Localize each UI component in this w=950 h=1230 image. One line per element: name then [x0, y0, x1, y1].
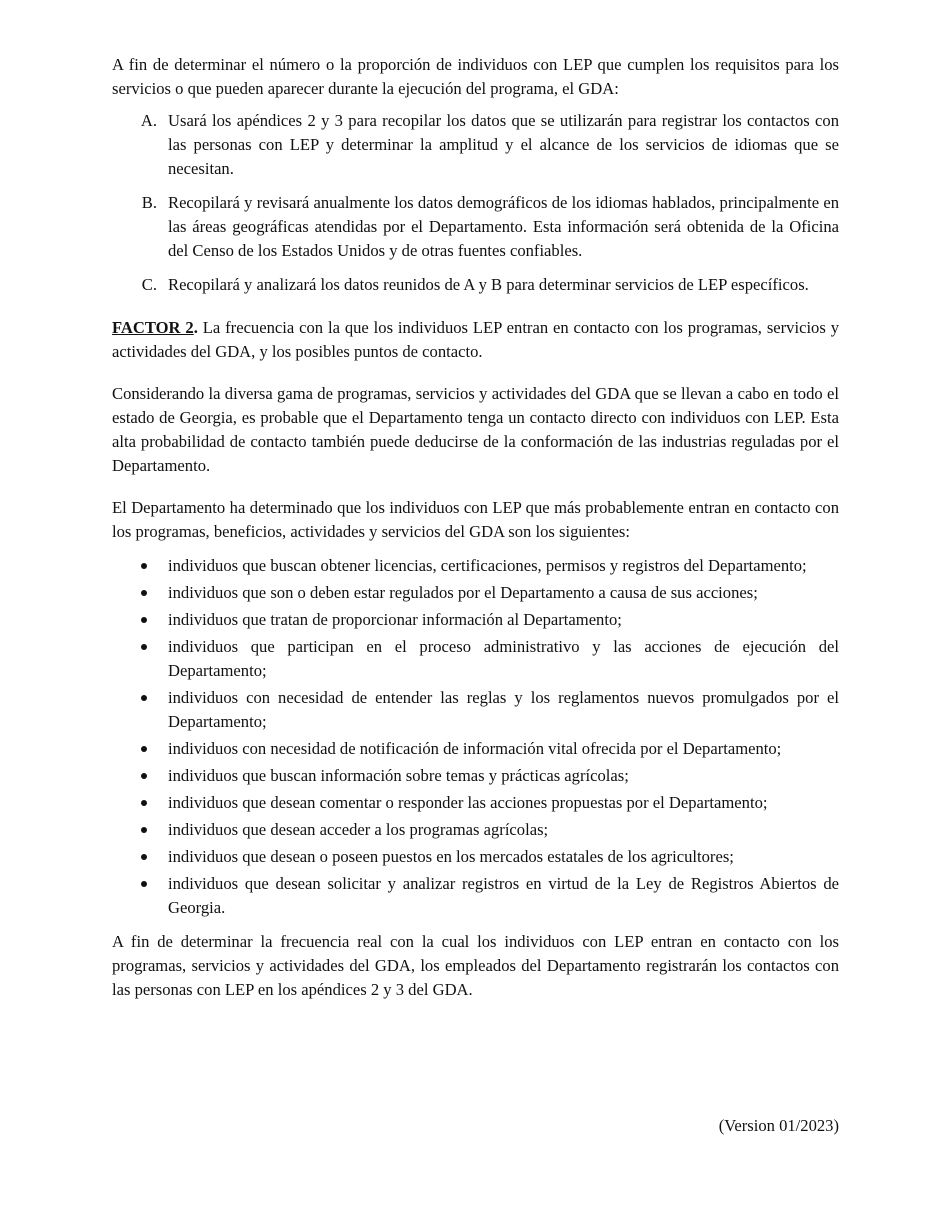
bullet-dot-icon — [112, 686, 168, 734]
version-footer: (Version 01/2023) — [718, 1116, 839, 1135]
bullet-dot-icon — [112, 818, 168, 842]
step-text: Usará los apéndices 2 y 3 para recopilar los datos que se utilizarán para registrar los contactos con las personas con LEP y determinar la amplitud y el alcance de los servicios de idiomas que se necesitan. — [168, 111, 839, 178]
bullet-item: individuos que buscan obtener licencias, certificaciones, permisos y registros del Departamento; — [112, 554, 839, 578]
bullet-dot-icon — [112, 845, 168, 869]
bullet-item: individuos que desean o poseen puestos en los mercados estatales de los agricultores; — [112, 845, 839, 869]
bullet-item: individuos que desean solicitar y analizar registros en virtud de la Ley de Registros Abiertos de Georgia. — [112, 872, 839, 920]
step-marker: B. — [141, 193, 157, 212]
bullet-dot-icon — [112, 791, 168, 815]
step-marker: C. — [141, 275, 157, 294]
steps-list — [112, 109, 839, 297]
bullet-dot-icon — [112, 872, 168, 920]
step-item — [112, 191, 839, 263]
bullet-dot-icon — [112, 635, 168, 683]
bullet-item: individuos que son o deben estar regulados por el Departamento a causa de sus acciones; — [112, 581, 839, 605]
factor-2-text: La frecuencia con la que los individuos LEP entran en contacto con los programas, servicios y actividades del GDA, y los posibles puntos de contacto. — [112, 318, 839, 361]
step-item — [112, 273, 839, 297]
bullet-item: individuos que desean acceder a los programas agrícolas; — [112, 818, 839, 842]
factor-2-paragraph — [112, 316, 839, 364]
step-item — [112, 109, 839, 181]
step-marker: A. — [140, 111, 157, 130]
bullet-item: individuos con necesidad de entender las reglas y los reglamentos nuevos promulgados por el Departamento; — [112, 686, 839, 734]
intro-paragraph: A fin de determinar el número o la proporción de individuos con LEP que cumplen los requisitos para los servicios o que pueden aparecer durante la ejecución del programa, el GDA: — [112, 55, 839, 98]
bullet-item: individuos con necesidad de notificación de información vital ofrecida por el Departamento; — [112, 737, 839, 761]
contact-bullets-list — [112, 554, 839, 920]
factor-2-heading: FACTOR 2 — [112, 318, 194, 337]
range-paragraph: Considerando la diversa gama de programas, servicios y actividades del GDA que se llevan a cabo en todo el estado de Georgia, es probable que el Departamento tenga un contacto directo con individuos con LEP. Esta alta probabilidad de contacto también puede deducirse de la conformación de las industrias reguladas por el Departamento. — [112, 384, 839, 475]
closing-paragraph: A fin de determinar la frecuencia real con la cual los individuos con LEP entran en contacto con los programas, servicios y actividades del GDA, los empleados del Departamento registrarán los contactos con las personas con LEP en los apéndices 2 y 3 del GDA. — [112, 932, 839, 999]
page-content — [112, 53, 839, 1002]
bullet-dot-icon — [112, 554, 168, 578]
bullet-item: individuos que desean comentar o responder las acciones propuestas por el Departamento; — [112, 791, 839, 815]
step-text: Recopilará y analizará los datos reunidos de A y B para determinar servicios de LEP específicos. — [168, 275, 809, 294]
factor-2-period: . — [193, 318, 198, 337]
step-text: Recopilará y revisará anualmente los datos demográficos de los idiomas hablados, principalmente en las áreas geográficas atendidas por el Departamento. Esta información será obtenida de la Oficina del Censo de los Estados Unidos y de otras fuentes confiables. — [168, 193, 839, 260]
bullet-dot-icon — [112, 764, 168, 788]
bullet-item: individuos que participan en el proceso administrativo y las acciones de ejecución del Departamento; — [112, 635, 839, 683]
bullet-dot-icon — [112, 608, 168, 632]
determined-paragraph: El Departamento ha determinado que los individuos con LEP que más probablemente entran en contacto con los programas, beneficios, actividades y servicios del GDA son los siguientes: — [112, 498, 839, 541]
bullet-dot-icon — [112, 581, 168, 605]
bullet-dot-icon — [112, 737, 168, 761]
bullet-item: individuos que buscan información sobre temas y prácticas agrícolas; — [112, 764, 839, 788]
bullet-item: individuos que tratan de proporcionar información al Departamento; — [112, 608, 839, 632]
